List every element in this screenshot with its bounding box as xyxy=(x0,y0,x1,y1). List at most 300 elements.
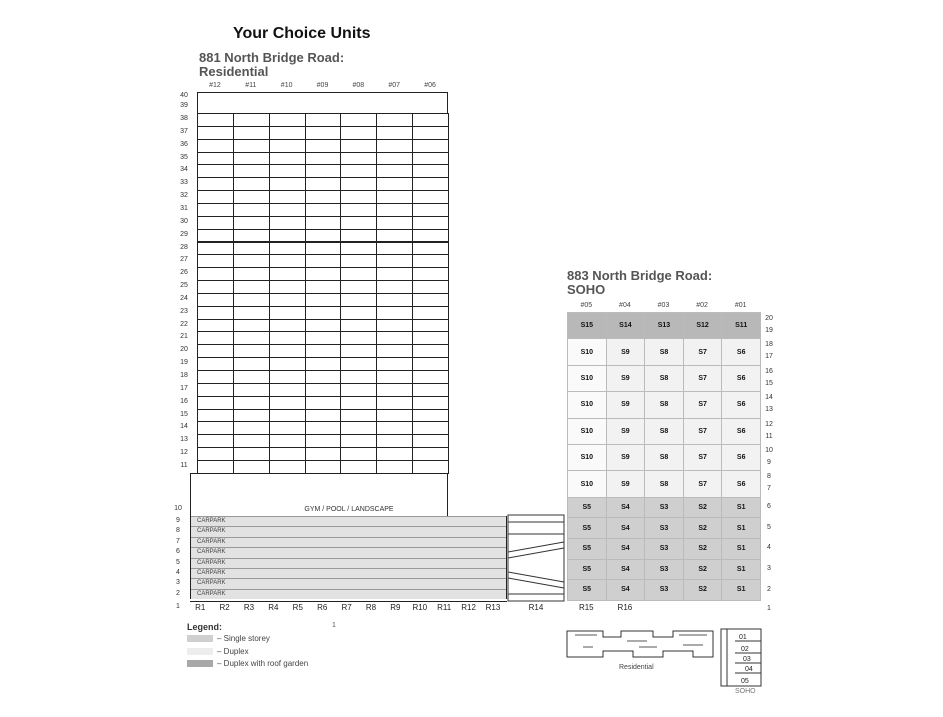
res-unit-cell xyxy=(233,164,270,178)
ground-floor-label: 1 xyxy=(176,603,180,610)
soho-unit-s9: S9 xyxy=(606,444,646,471)
soho-unit-header: #02 xyxy=(696,302,708,309)
carpark-floor-label: 7 xyxy=(176,537,180,545)
soho-unit-s13: S13 xyxy=(644,312,684,339)
soho-unit-s7: S7 xyxy=(683,470,723,497)
soho-unit-s6: S6 xyxy=(721,391,761,418)
res-unit-cell xyxy=(197,306,234,320)
res-unit-cell xyxy=(269,139,306,153)
soho-unit-s8: S8 xyxy=(644,391,684,418)
ground-unit-r7: R7 xyxy=(341,603,352,612)
ground-unit-r9: R9 xyxy=(390,603,401,612)
legend-item-single xyxy=(187,634,270,643)
res-unit-cell xyxy=(269,203,306,217)
legend-swatch-roof xyxy=(187,660,213,667)
res-unit-cell xyxy=(197,126,234,140)
soho-title xyxy=(567,269,712,297)
res-unit-cell xyxy=(376,357,413,371)
res-unit-cell xyxy=(269,216,306,230)
soho-unit-s2: S2 xyxy=(683,497,723,519)
res-unit-cell xyxy=(340,190,377,204)
link-bridge-line xyxy=(508,578,564,588)
legend-item-duplex xyxy=(187,647,249,656)
res-unit-cell xyxy=(376,126,413,140)
carpark-floor-label: 8 xyxy=(176,527,180,535)
res-unit-cell xyxy=(412,203,449,217)
res-floor-label: 24 xyxy=(180,294,188,302)
res-unit-cell xyxy=(412,267,449,281)
soho-unit-header: #01 xyxy=(734,302,747,309)
res-unit-cell xyxy=(197,177,234,191)
res-unit-cell xyxy=(233,229,270,243)
res-unit-cell xyxy=(269,409,306,423)
carpark-bar: CARPARK xyxy=(191,537,506,547)
res-unit-cell xyxy=(376,331,413,345)
res-floor-label: 10 xyxy=(174,505,182,512)
res-unit-header: #10 xyxy=(280,82,293,89)
res-unit-cell xyxy=(197,267,234,281)
res-unit-cell xyxy=(269,164,306,178)
soho-unit-s9: S9 xyxy=(606,470,646,497)
soho-unit-s7: S7 xyxy=(683,444,723,471)
res-unit-cell xyxy=(233,203,270,217)
ground-unit-r5: R5 xyxy=(292,603,303,612)
res-unit-cell xyxy=(269,421,306,435)
ground-unit-r8: R8 xyxy=(365,603,377,612)
res-unit-cell xyxy=(233,319,270,333)
res-unit-cell xyxy=(340,344,377,358)
res-unit-cell xyxy=(233,421,270,435)
res-floor-label: 35 xyxy=(180,153,188,161)
residential-title-line2: Residential xyxy=(199,64,269,79)
res-unit-cell xyxy=(197,319,234,333)
soho-unit-s5: S5 xyxy=(567,517,607,539)
res-floor-label: 23 xyxy=(180,307,188,315)
res-unit-cell xyxy=(340,331,377,345)
res-unit-cell xyxy=(305,126,342,140)
res-unit-cell xyxy=(412,177,449,191)
res-unit-cell xyxy=(376,190,413,204)
res-unit-cell xyxy=(197,113,234,127)
soho-ground-floor-label: 1 xyxy=(767,605,771,612)
res-unit-cell xyxy=(305,242,342,256)
res-unit-cell xyxy=(305,460,342,474)
res-unit-cell xyxy=(376,396,413,410)
res-unit-cell xyxy=(197,139,234,153)
ground-unit-r12: R12 xyxy=(461,603,476,612)
res-unit-cell xyxy=(233,434,270,448)
res-unit-cell xyxy=(305,267,342,281)
soho-unit-s3: S3 xyxy=(644,538,684,560)
residential-title-line1: 881 North Bridge Road: xyxy=(199,50,345,65)
res-unit-cell xyxy=(305,229,342,243)
res-unit-cell xyxy=(376,306,413,320)
soho-floor-label: 16 xyxy=(765,367,773,375)
soho-unit-s10: S10 xyxy=(567,470,607,497)
site-plan-residential-label: Residential xyxy=(619,664,654,671)
res-floor-label: 16 xyxy=(180,397,188,405)
ground-line xyxy=(190,601,507,602)
soho-unit-s5: S5 xyxy=(567,559,607,581)
res-unit-cell xyxy=(233,254,270,268)
res-unit-cell xyxy=(305,434,342,448)
res-unit-cell xyxy=(233,293,270,307)
soho-floor-label: 10 xyxy=(765,447,773,454)
link-bridge-line xyxy=(508,548,564,558)
soho-floor-label: 20 xyxy=(765,315,773,322)
res-unit-cell xyxy=(197,216,234,230)
res-unit-cell xyxy=(412,331,449,345)
res-unit-cell xyxy=(305,139,342,153)
soho-unit-header: #04 xyxy=(619,302,631,309)
soho-unit-s15: S15 xyxy=(567,312,607,339)
legend-swatch-duplex xyxy=(187,648,213,655)
ground-unit-r4: R4 xyxy=(268,603,279,612)
carpark-bar: CARPARK xyxy=(191,558,506,568)
soho-unit-s9: S9 xyxy=(606,391,646,418)
site-plan-stack-01: 01 xyxy=(739,634,747,641)
res-unit-cell xyxy=(340,177,377,191)
res-unit-cell xyxy=(269,113,306,127)
res-floor-label: 29 xyxy=(180,230,188,238)
res-unit-cell xyxy=(376,113,413,127)
site-plan xyxy=(563,627,768,695)
res-unit-cell xyxy=(305,306,342,320)
res-unit-cell xyxy=(269,254,306,268)
soho-floor-label: 14 xyxy=(765,394,773,402)
res-unit-cell xyxy=(269,152,306,166)
res-unit-header: #07 xyxy=(388,82,401,89)
soho-unit-s6: S6 xyxy=(721,470,761,497)
soho-unit-s7: S7 xyxy=(683,365,723,392)
soho-unit-s8: S8 xyxy=(644,444,684,471)
res-unit-cell xyxy=(269,370,306,384)
res-unit-cell xyxy=(197,331,234,345)
res-unit-cell xyxy=(340,293,377,307)
res-unit-cell xyxy=(376,164,413,178)
res-unit-cell xyxy=(340,434,377,448)
carpark-floor-label: 3 xyxy=(176,579,180,587)
res-unit-cell xyxy=(197,357,234,371)
site-plan-soho-label: SOHO xyxy=(735,688,756,695)
res-floor-label: 36 xyxy=(180,140,188,148)
res-unit-cell xyxy=(305,280,342,294)
soho-floor-label: 4 xyxy=(767,544,771,552)
res-floor-label: 38 xyxy=(180,115,188,122)
carpark-floor-label: 9 xyxy=(176,517,180,524)
res-floor-label: 31 xyxy=(180,204,188,212)
res-unit-cell xyxy=(340,409,377,423)
res-unit-cell xyxy=(376,383,413,397)
res-unit-cell xyxy=(412,254,449,268)
res-unit-cell xyxy=(233,409,270,423)
res-unit-cell xyxy=(197,254,234,268)
soho-unit-header: #05 xyxy=(580,302,593,309)
res-unit-cell xyxy=(269,126,306,140)
soho-unit-s14: S14 xyxy=(606,312,646,339)
res-unit-cell xyxy=(412,409,449,423)
soho-floor-label: 18 xyxy=(765,341,773,349)
soho-unit-s3: S3 xyxy=(644,497,684,519)
res-unit-cell xyxy=(376,216,413,230)
soho-floor-label: 13 xyxy=(765,406,773,414)
res-unit-cell xyxy=(340,254,377,268)
soho-unit-s7: S7 xyxy=(683,338,723,365)
res-unit-cell xyxy=(305,254,342,268)
soho-floor-label: 7 xyxy=(767,485,771,493)
legend-title: Legend: xyxy=(187,622,222,632)
link-bridge-frame xyxy=(508,515,564,601)
res-unit-cell xyxy=(376,344,413,358)
res-podium-step xyxy=(190,473,197,474)
site-plan-stack-02: 02 xyxy=(741,646,749,653)
ground-unit-r3: R3 xyxy=(243,603,255,612)
soho-unit-s1: S1 xyxy=(721,538,761,560)
res-unit-cell xyxy=(197,447,234,461)
carpark-floor-label: 5 xyxy=(176,558,180,566)
res-unit-cell xyxy=(412,216,449,230)
res-unit-cell xyxy=(412,280,449,294)
soho-unit-s4: S4 xyxy=(606,497,646,519)
ground-unit-r14: R14 xyxy=(528,603,544,612)
res-unit-cell xyxy=(412,447,449,461)
link-bridge-line xyxy=(508,572,564,582)
res-unit-cell xyxy=(376,293,413,307)
legend-item-roof xyxy=(187,659,308,668)
soho-unit-s2: S2 xyxy=(683,559,723,581)
site-plan-stack-05: 05 xyxy=(741,678,749,685)
res-unit-cell xyxy=(233,267,270,281)
soho-floor-label: 8 xyxy=(767,473,771,481)
carpark-floor-label: 2 xyxy=(176,589,180,597)
res-floor-label: 18 xyxy=(180,372,188,379)
res-unit-cell xyxy=(269,434,306,448)
soho-unit-s10: S10 xyxy=(567,365,607,392)
residential-title xyxy=(199,51,344,79)
res-floor-label: 40 xyxy=(180,92,188,99)
res-unit-cell xyxy=(412,370,449,384)
res-unit-cell xyxy=(340,280,377,294)
soho-unit-s2: S2 xyxy=(683,517,723,539)
link-bridge-line xyxy=(508,542,564,552)
res-unit-cell xyxy=(269,293,306,307)
res-unit-cell xyxy=(412,164,449,178)
res-unit-cell xyxy=(233,190,270,204)
res-unit-cell xyxy=(412,229,449,243)
res-unit-cell xyxy=(233,139,270,153)
res-unit-header: #06 xyxy=(424,82,436,89)
res-unit-cell xyxy=(340,396,377,410)
res-unit-cell xyxy=(340,164,377,178)
ground-unit-r10: R10 xyxy=(412,603,428,612)
res-unit-cell xyxy=(412,357,449,371)
soho-floor-label: 15 xyxy=(765,379,773,387)
res-unit-cell xyxy=(233,152,270,166)
res-unit-cell xyxy=(269,344,306,358)
soho-unit-s7: S7 xyxy=(683,418,723,445)
soho-unit-s1: S1 xyxy=(721,497,761,519)
res-unit-cell xyxy=(305,421,342,435)
soho-floor-label: 5 xyxy=(767,523,771,531)
res-floor-label: 12 xyxy=(180,449,188,457)
soho-unit-s6: S6 xyxy=(721,418,761,445)
res-unit-cell xyxy=(305,344,342,358)
legend-label-roof: – Duplex with roof garden xyxy=(217,659,309,668)
res-unit-cell xyxy=(269,306,306,320)
soho-floor-label: 6 xyxy=(767,503,771,511)
res-unit-cell xyxy=(233,447,270,461)
soho-floor-label: 11 xyxy=(765,432,773,440)
res-unit-cell xyxy=(305,396,342,410)
res-unit-cell xyxy=(233,331,270,345)
res-floor-label: 17 xyxy=(180,384,188,392)
soho-unit-s10: S10 xyxy=(567,391,607,418)
soho-unit-s4: S4 xyxy=(606,517,646,539)
soho-unit-s8: S8 xyxy=(644,338,684,365)
res-unit-cell xyxy=(412,460,449,474)
res-floor-label: 19 xyxy=(180,359,188,367)
res-unit-cell xyxy=(305,203,342,217)
res-unit-cell xyxy=(233,357,270,371)
legend-label-duplex: – Duplex xyxy=(217,647,249,656)
res-floor-label: 30 xyxy=(180,217,188,225)
res-floor-label: 25 xyxy=(180,282,188,290)
res-unit-cell xyxy=(376,280,413,294)
res-unit-cell xyxy=(412,306,449,320)
res-floor-label: 39 xyxy=(180,102,188,109)
res-unit-cell xyxy=(233,280,270,294)
res-unit-cell xyxy=(340,126,377,140)
res-unit-cell xyxy=(412,396,449,410)
res-unit-cell xyxy=(340,319,377,333)
res-unit-cell xyxy=(197,190,234,204)
res-unit-cell xyxy=(197,229,234,243)
res-unit-cell xyxy=(340,421,377,435)
res-unit-cell xyxy=(305,113,342,127)
res-unit-cell xyxy=(197,164,234,178)
soho-title-line1: 883 North Bridge Road: xyxy=(567,268,713,283)
carpark-bar: CARPARK xyxy=(191,578,506,588)
soho-floor-label: 2 xyxy=(767,585,771,593)
carpark-bar: CARPARK xyxy=(191,568,506,578)
res-unit-cell xyxy=(305,447,342,461)
res-unit-cell xyxy=(233,306,270,320)
res-unit-header: #11 xyxy=(245,82,257,89)
res-unit-cell xyxy=(269,319,306,333)
res-unit-cell xyxy=(376,254,413,268)
res-unit-cell xyxy=(376,152,413,166)
soho-unit-s8: S8 xyxy=(644,470,684,497)
soho-unit-s4: S4 xyxy=(606,538,646,560)
res-unit-cell xyxy=(376,242,413,256)
res-unit-cell xyxy=(269,177,306,191)
res-unit-cell xyxy=(305,216,342,230)
res-unit-cell xyxy=(412,293,449,307)
res-unit-cell xyxy=(340,370,377,384)
soho-unit-s1: S1 xyxy=(721,579,761,601)
res-unit-cell xyxy=(305,293,342,307)
res-unit-cell xyxy=(340,216,377,230)
res-floor-label: 22 xyxy=(180,320,188,328)
res-unit-cell xyxy=(233,216,270,230)
res-unit-cell xyxy=(305,164,342,178)
res-unit-cell xyxy=(412,344,449,358)
res-floor-label: 33 xyxy=(180,179,188,187)
site-plan-stack-03: 03 xyxy=(743,656,751,663)
res-floor-label: 34 xyxy=(180,166,188,174)
res-unit-cell xyxy=(305,190,342,204)
res-unit-cell xyxy=(340,152,377,166)
res-unit-cell xyxy=(233,344,270,358)
res-unit-cell xyxy=(269,396,306,410)
res-unit-cell xyxy=(340,460,377,474)
res-unit-header: #08 xyxy=(352,82,365,89)
res-unit-cell xyxy=(412,421,449,435)
res-unit-cell xyxy=(197,203,234,217)
res-unit-cell xyxy=(412,383,449,397)
res-unit-cell xyxy=(197,344,234,358)
carpark-floor-label: 6 xyxy=(176,548,180,556)
res-unit-cell xyxy=(376,203,413,217)
soho-unit-s9: S9 xyxy=(606,418,646,445)
res-unit-cell xyxy=(197,460,234,474)
res-unit-cell xyxy=(233,370,270,384)
res-unit-cell xyxy=(197,396,234,410)
legend-label-single: – Single storey xyxy=(217,634,270,643)
soho-unit-s1: S1 xyxy=(721,517,761,539)
res-unit-cell xyxy=(305,383,342,397)
res-unit-cell xyxy=(340,306,377,320)
res-unit-cell xyxy=(412,126,449,140)
res-unit-header: #09 xyxy=(316,82,329,89)
res-unit-cell xyxy=(376,409,413,423)
res-unit-cell xyxy=(376,434,413,448)
site-plan-inner xyxy=(575,635,707,647)
res-unit-cell xyxy=(376,421,413,435)
soho-unit-header: #03 xyxy=(657,302,670,309)
res-unit-cell xyxy=(305,331,342,345)
soho-floor-label: 9 xyxy=(767,459,771,466)
soho-unit-s4: S4 xyxy=(606,579,646,601)
soho-unit-s2: S2 xyxy=(683,579,723,601)
res-unit-cell xyxy=(305,177,342,191)
legend-swatch-single xyxy=(187,635,213,642)
res-unit-cell xyxy=(269,447,306,461)
res-unit-cell xyxy=(340,242,377,256)
res-unit-cell xyxy=(233,396,270,410)
res-floor-label: 13 xyxy=(180,436,188,444)
res-floor-label: 27 xyxy=(180,256,188,264)
soho-unit-s3: S3 xyxy=(644,559,684,581)
soho-floor-label: 19 xyxy=(765,327,773,334)
res-floor-label: 32 xyxy=(180,192,188,200)
res-unit-cell xyxy=(269,267,306,281)
soho-unit-s10: S10 xyxy=(567,338,607,365)
res-unit-cell xyxy=(305,152,342,166)
res-unit-cell xyxy=(412,113,449,127)
soho-unit-s12: S12 xyxy=(683,312,723,339)
res-unit-cell xyxy=(197,383,234,397)
soho-unit-s3: S3 xyxy=(644,517,684,539)
soho-unit-s5: S5 xyxy=(567,579,607,601)
res-unit-cell xyxy=(197,152,234,166)
page-title: Your Choice Units xyxy=(233,25,371,42)
res-unit-cell xyxy=(269,383,306,397)
carpark-bar: CARPARK xyxy=(191,516,506,526)
res-unit-cell xyxy=(340,229,377,243)
ground-unit-r16: R16 xyxy=(617,603,633,612)
carpark-floor-label: 4 xyxy=(176,569,180,576)
